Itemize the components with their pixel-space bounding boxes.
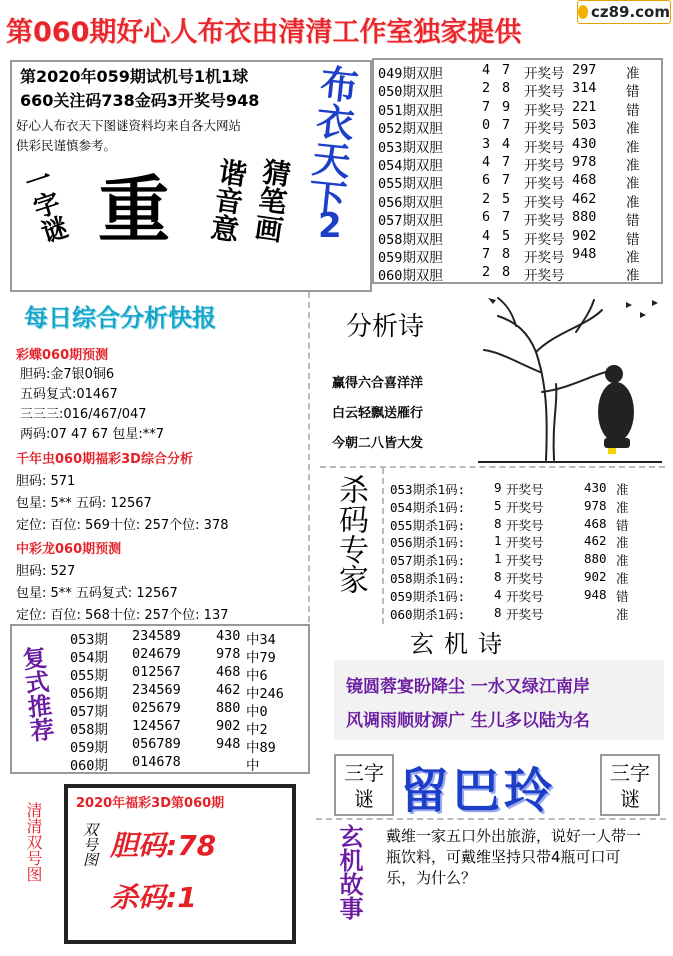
compound-nums: 056789	[132, 736, 181, 752]
kill-number: 9	[494, 480, 502, 495]
trial-note-1: 好心人布衣天下图谜资料均来自各大网站	[16, 118, 242, 133]
record-label: 开奖号	[524, 231, 565, 248]
side-number: 2	[318, 206, 342, 246]
kill-result: 准	[616, 571, 629, 586]
kill-number: 8	[494, 569, 502, 584]
double-side-label: 清清双号图	[24, 802, 43, 882]
record-issue: 049期双胆	[378, 66, 443, 82]
kill-result: 准	[616, 606, 629, 622]
s3-l2: 包星: 5** 五码复式: 12567	[16, 586, 178, 601]
compound-hit: 中	[246, 758, 260, 774]
compound-hit: 中0	[246, 704, 268, 720]
record-issue: 050期双胆	[378, 84, 443, 101]
s1-l3: 三三三:016/467/047	[20, 407, 147, 422]
kill-number: 1	[494, 533, 502, 549]
record-number: 902	[572, 227, 597, 244]
record-number: 430	[572, 135, 597, 152]
kill-result: 准	[616, 499, 629, 515]
s3-title: 中彩龙060期预测	[16, 542, 122, 557]
kill-draw: 978	[584, 497, 607, 513]
compound-box	[10, 624, 310, 774]
side-title: 布衣天下	[300, 62, 360, 218]
story-label: 玄机故事	[335, 824, 363, 920]
compound-nums: 124567	[132, 718, 181, 734]
record-digit-1: 0	[482, 117, 491, 134]
page-title: 第060期好心人布衣由清清工作室独家提供	[6, 17, 522, 48]
record-label: 开奖号	[524, 139, 565, 156]
kill-issue: 057期杀1码:	[390, 553, 466, 569]
riddle-col-1: 猜笔画	[249, 156, 294, 244]
record-label: 开奖号	[524, 102, 565, 119]
record-digit-1: 4	[482, 227, 491, 244]
logo-dot-icon	[578, 5, 588, 19]
s3-l3: 定位: 百位: 568十位: 257个位: 137	[16, 608, 229, 623]
kill-label: 开奖号	[506, 482, 544, 497]
kill-issue: 059期杀1码:	[390, 588, 466, 604]
record-digit-1: 6	[482, 172, 491, 189]
story-section	[316, 818, 666, 948]
compound-nums: 234569	[132, 682, 181, 698]
kill-issue: 060期杀1码:	[390, 606, 466, 622]
record-label: 开奖号	[524, 213, 565, 230]
record-digit-1: 7	[482, 98, 491, 115]
kill-result: 准	[616, 553, 629, 569]
record-label: 开奖号	[524, 158, 565, 174]
compound-draw: 902	[216, 718, 241, 734]
riddle-label: 一字谜	[17, 163, 71, 247]
poem-line-1: 赢得六合喜洋洋	[332, 376, 424, 391]
logo-text: cz89.com	[590, 3, 670, 21]
compound-nums: 025679	[132, 700, 181, 716]
kill-result: 错	[616, 588, 629, 604]
compound-issue: 053期	[70, 632, 108, 648]
poem-title: 分析诗	[346, 312, 425, 342]
compound-nums: 014678	[132, 754, 181, 770]
compound-hit: 中89	[246, 740, 276, 756]
kill-number: 4	[494, 586, 502, 602]
record-digit-2: 5	[502, 190, 511, 207]
record-digit-1: 2	[482, 264, 491, 281]
compound-issue: 059期	[70, 740, 108, 756]
record-issue: 052期双胆	[378, 121, 443, 138]
record-number: 978	[572, 154, 597, 170]
record-result: 准	[626, 194, 640, 211]
s1-l4: 两码:07 47 67 包星:**7	[20, 427, 165, 442]
compound-label: 复式推荐	[17, 644, 55, 744]
s2-title: 千年虫060期福彩3D综合分析	[16, 452, 193, 467]
kill-issue: 055期杀1码:	[390, 517, 466, 533]
kill-issue: 056期杀1码:	[390, 535, 466, 551]
record-issue: 053期双胆	[378, 139, 443, 156]
kill-draw: 462	[584, 533, 607, 549]
kill-draw: 468	[584, 515, 607, 531]
record-result: 错	[626, 102, 640, 119]
compound-draw: 468	[216, 664, 241, 680]
kill-result: 准	[616, 535, 629, 551]
record-issue: 054期双胆	[378, 158, 443, 174]
record-digit-1: 3	[482, 135, 491, 152]
record-digit-2: 9	[502, 98, 511, 115]
record-digit-2: 7	[502, 62, 511, 78]
record-number: 314	[572, 80, 597, 97]
record-label: 开奖号	[524, 250, 565, 266]
kill-label: 开奖号	[506, 517, 544, 533]
kill-issue: 053期杀1码:	[390, 482, 466, 497]
record-digit-1: 6	[482, 209, 491, 226]
record-digit-2: 7	[502, 154, 511, 170]
trial-line-1: 第2020年059期试机号1机1球	[20, 67, 249, 86]
mystic-line-1: 镜圆蓉宴盼降尘 一水又绿江南岸	[346, 677, 590, 697]
record-result: 错	[626, 231, 640, 248]
record-digit-2: 7	[502, 209, 511, 226]
three-right-box	[600, 754, 660, 816]
record-label: 开奖号	[524, 121, 565, 138]
compound-draw: 880	[216, 700, 241, 716]
record-issue: 060期双胆	[378, 268, 443, 285]
double-dan: 胆码:78	[110, 829, 217, 862]
record-result: 准	[626, 268, 640, 285]
record-issue: 055期双胆	[378, 176, 443, 193]
double-section	[10, 778, 310, 948]
record-digit-1: 4	[482, 154, 491, 170]
poem-line-2: 白云轻飘送雁行	[332, 406, 424, 421]
poem-illustration-icon	[476, 292, 662, 464]
record-digit-2: 7	[502, 117, 511, 134]
record-issue: 058期双胆	[378, 231, 443, 248]
record-digit-1: 2	[482, 190, 491, 207]
compound-draw: 430	[216, 628, 241, 644]
compound-issue: 056期	[70, 686, 108, 702]
daily-report	[10, 292, 310, 622]
daily-title: 每日综合分析快报	[24, 304, 216, 332]
s1-title: 彩蝶060期预测	[16, 348, 109, 363]
compound-nums: 024679	[132, 646, 181, 662]
double-box-title: 2020年福彩3D第060期	[76, 796, 225, 811]
record-result: 准	[626, 158, 640, 174]
kill-label: 开奖号	[506, 553, 544, 569]
kill-number: 1	[494, 551, 502, 567]
s2-l3: 定位: 百位: 569十位: 257个位: 378	[16, 518, 229, 533]
record-issue: 056期双胆	[378, 194, 443, 211]
record-number: 503	[572, 117, 597, 134]
site-logo[interactable]	[577, 0, 671, 24]
record-digit-2: 7	[502, 172, 511, 189]
poem-line-3: 今朝二八皆大发	[332, 436, 424, 451]
double-kill: 杀码:1	[110, 881, 197, 914]
record-digit-1: 7	[482, 246, 491, 262]
record-label: 开奖号	[524, 194, 565, 211]
kill-label: 杀码专家	[333, 474, 368, 594]
double-box	[64, 784, 296, 944]
kill-draw: 948	[584, 586, 607, 602]
compound-issue: 054期	[70, 650, 108, 666]
riddle-col-2: 谐音意	[205, 156, 250, 244]
record-result: 准	[626, 176, 640, 193]
kill-result: 错	[616, 517, 629, 533]
mystic-title: 玄机诗	[410, 630, 512, 658]
kill-label: 开奖号	[506, 588, 544, 604]
kill-label: 开奖号	[506, 535, 544, 551]
s1-l1: 胆码:金7银0铜6	[20, 367, 115, 382]
compound-hit: 中79	[246, 650, 276, 666]
kill-section	[320, 466, 665, 622]
kill-result: 准	[616, 482, 629, 497]
compound-draw: 948	[216, 736, 241, 752]
kill-number: 8	[494, 515, 502, 531]
mystic-line-2: 风调雨顺财源广 生儿多以陆为名	[346, 711, 590, 731]
s3-l1: 胆码: 527	[16, 564, 76, 579]
record-label: 开奖号	[524, 84, 565, 101]
record-digit-2: 5	[502, 227, 511, 244]
record-result: 准	[626, 66, 640, 82]
kill-issue: 054期杀1码:	[390, 499, 466, 515]
kill-label: 开奖号	[506, 606, 544, 622]
record-result: 错	[626, 213, 640, 230]
kill-draw: 902	[584, 569, 607, 584]
story-text: 戴维一家五口外出旅游，说好一人带一瓶饮料，可戴维坚持只带4瓶可口可乐，为什么？	[386, 827, 642, 887]
three-answer: 留巴玲	[400, 763, 557, 819]
double-box-side: 双号图	[81, 822, 99, 867]
record-number: 462	[572, 190, 597, 207]
record-digit-2: 8	[502, 80, 511, 97]
record-number: 468	[572, 172, 597, 189]
records-box	[372, 58, 663, 284]
kill-number: 5	[494, 497, 502, 513]
riddle-big-char: 重	[98, 168, 171, 252]
compound-nums: 234589	[132, 628, 181, 644]
record-issue: 057期双胆	[378, 213, 443, 230]
record-issue: 059期双胆	[378, 250, 443, 266]
three-riddle	[316, 750, 666, 820]
compound-issue: 055期	[70, 668, 108, 684]
trial-note-2: 供彩民谨慎参考。	[16, 138, 117, 153]
compound-hit: 中6	[246, 668, 268, 684]
record-number: 297	[572, 62, 597, 78]
record-result: 错	[626, 84, 640, 101]
three-left-box	[334, 754, 394, 816]
record-digit-2: 8	[502, 264, 511, 281]
compound-hit: 中2	[246, 722, 268, 738]
three-left-label: 三字谜	[344, 761, 384, 811]
s1-l2: 五码复式:01467	[20, 387, 118, 402]
kill-issue: 058期杀1码:	[390, 571, 466, 586]
record-issue: 051期双胆	[378, 102, 443, 119]
record-label: 开奖号	[524, 66, 565, 82]
record-result: 准	[626, 139, 640, 156]
compound-issue: 060期	[70, 758, 108, 774]
record-digit-1: 2	[482, 80, 491, 97]
record-result: 准	[626, 121, 640, 138]
poem-section	[320, 292, 665, 466]
kill-number: 8	[494, 604, 502, 620]
record-digit-1: 4	[482, 62, 491, 78]
compound-issue: 057期	[70, 704, 108, 720]
record-number: 221	[572, 98, 597, 115]
compound-hit: 中246	[246, 686, 284, 702]
record-result: 准	[626, 250, 640, 266]
trial-line-2: 660关注码738金码3开奖号948	[20, 91, 260, 110]
compound-nums: 012567	[132, 664, 181, 680]
three-right-label: 三字谜	[610, 761, 650, 811]
record-label: 开奖号	[524, 268, 565, 285]
compound-issue: 058期	[70, 722, 108, 738]
kill-label: 开奖号	[506, 499, 544, 515]
record-number: 948	[572, 246, 597, 262]
record-label: 开奖号	[524, 176, 565, 193]
s2-l2: 包星: 5** 五码: 12567	[16, 496, 152, 511]
compound-hit: 中34	[246, 632, 276, 648]
s2-l1: 胆码: 571	[16, 474, 76, 489]
kill-draw: 430	[584, 480, 607, 495]
compound-draw: 462	[216, 682, 241, 698]
kill-label: 开奖号	[506, 571, 544, 586]
record-number: 880	[572, 209, 597, 226]
compound-draw: 978	[216, 646, 241, 662]
mystic-section	[316, 622, 666, 750]
kill-draw: 880	[584, 551, 607, 567]
record-digit-2: 4	[502, 135, 511, 152]
record-digit-2: 8	[502, 246, 511, 262]
